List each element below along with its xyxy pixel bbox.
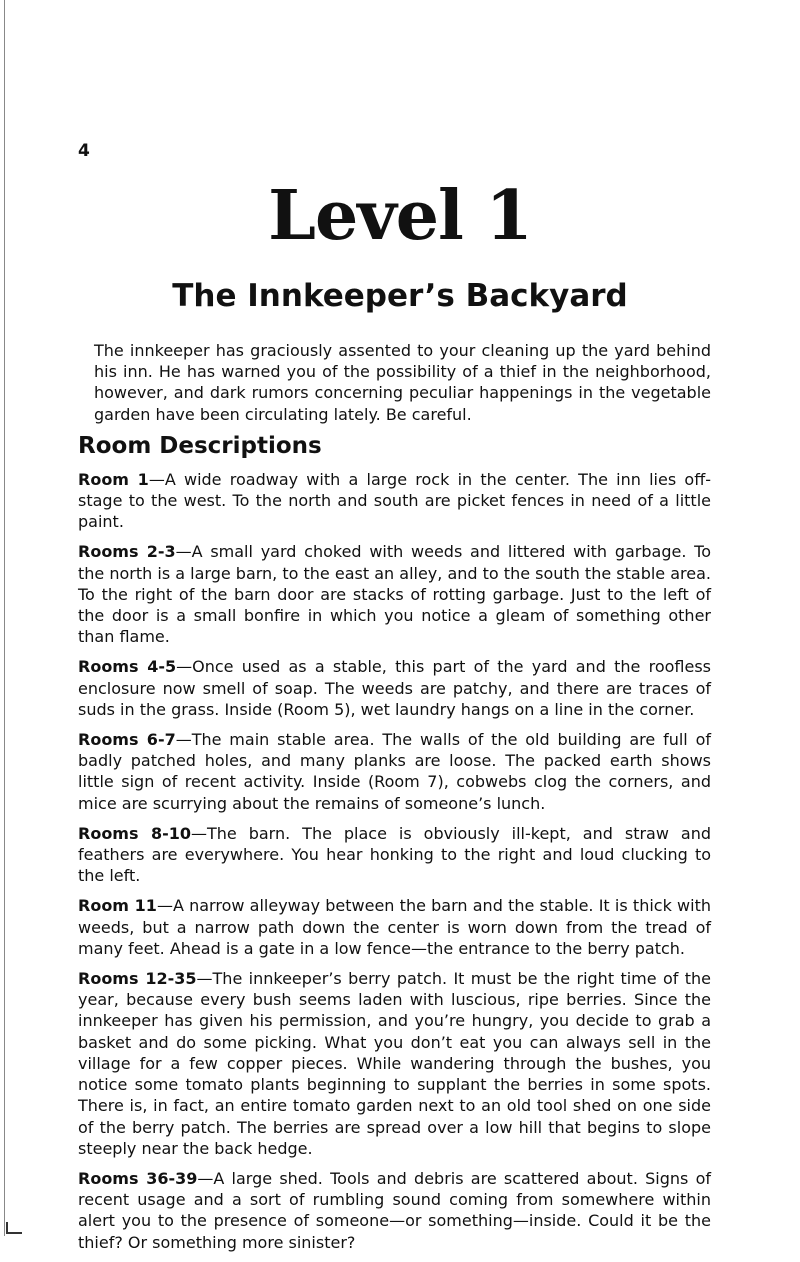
room-label: Rooms 2-3	[78, 542, 176, 562]
room-description: —A wide roadway with a large rock in the center. The inn lies off-stage to the west. To the north and south are picket fences in need of a little paint.	[78, 469, 711, 532]
level-title: Level 1	[268, 176, 532, 256]
intro-paragraph: The innkeeper has graciously assented to your cleaning up the yard behind his inn. He has warned you of the possibility of a thief in the neighborhood, however, and dark rumors concerning peculiar happenings in the vegetable garden have been circulating lately. Be careful.	[94, 341, 711, 424]
room-description: —Once used as a stable, this part of the yard and the roofless enclosure now smell of soap. The weeds are patchy, and there are traces of suds in the grass. Inside (Room 5), wet laundry hangs on a line in the corner.	[78, 657, 711, 719]
room-entry	[78, 1168, 711, 1253]
page-content	[78, 340, 711, 1262]
room-description: —A small yard choked with weeds and littered with garbage. To the north is a large barn, to the east an alley, and to the south the stable area. To the right of the barn door are stacks of rotting garbage. Just to the left of the door is a small bonfire in which you notice a gleam of something other than flame.	[78, 542, 711, 647]
room-entry	[78, 469, 711, 533]
corner-mark	[6, 1222, 22, 1234]
room-description: —A narrow alleyway between the barn and the stable. It is thick with weeds, but a narrow path down the center is worn down from the tread of many feet. Ahead is a gate in a low fence—the entrance to the berry patch.	[78, 896, 712, 958]
room-description: —The barn. The place is obviously ill-kept, and straw and feathers are everywhere. You hear honking to the right and loud clucking to the left.	[78, 823, 712, 886]
room-entry	[78, 895, 711, 959]
room-entry	[78, 541, 711, 647]
level-subtitle: The Innkeeper’s Backyard	[172, 278, 628, 314]
room-entry	[78, 729, 711, 814]
room-label: Rooms 36-39	[78, 1168, 198, 1188]
room-entry	[78, 968, 711, 1159]
room-description: —The main stable area. The walls of the old building are full of badly patched holes, and many planks are loose. The packed earth shows little sign of recent activity. Inside (Room 7), cobwebs clog the corners, and mice are scurrying about the remains of someone’s lunch.	[78, 730, 711, 813]
section-heading: Room Descriptions	[78, 432, 322, 459]
room-label: Room 11	[78, 896, 157, 916]
room-description: —A large shed. Tools and debris are scattered about. Signs of recent usage and a sort of rumbling sound coming from somewhere within alert you to the presence of someone—or something—inside. Could it be the thief? Or something more sinister?	[78, 1168, 712, 1252]
room-label: Room 1	[78, 469, 149, 489]
room-entry	[78, 656, 711, 720]
room-label: Rooms 4-5	[78, 657, 177, 677]
room-entry	[78, 823, 711, 887]
room-label: Rooms 6-7	[78, 730, 176, 750]
room-description: —The innkeeper’s berry patch. It must be the right time of the year, because every bush seems laden with luscious, ripe berries. Since the innkeeper has given his permission, and you’re hungry, you decide to grab a basket and do some picking. What you don’t eat you can always sell in the village for a few copper pieces. While wandering through the bushes, you notice some tomato plants beginning to supplant the berries in some spots. There is, in fact, an entire tomato garden next to an old tool shed on one side of the berry patch. The berries are spread over a low hill that begins to slope steeply near the back hedge.	[78, 969, 712, 1158]
room-label: Rooms 12-35	[78, 969, 197, 989]
room-label: Rooms 8-10	[78, 823, 191, 843]
page-number: 4	[78, 141, 90, 161]
